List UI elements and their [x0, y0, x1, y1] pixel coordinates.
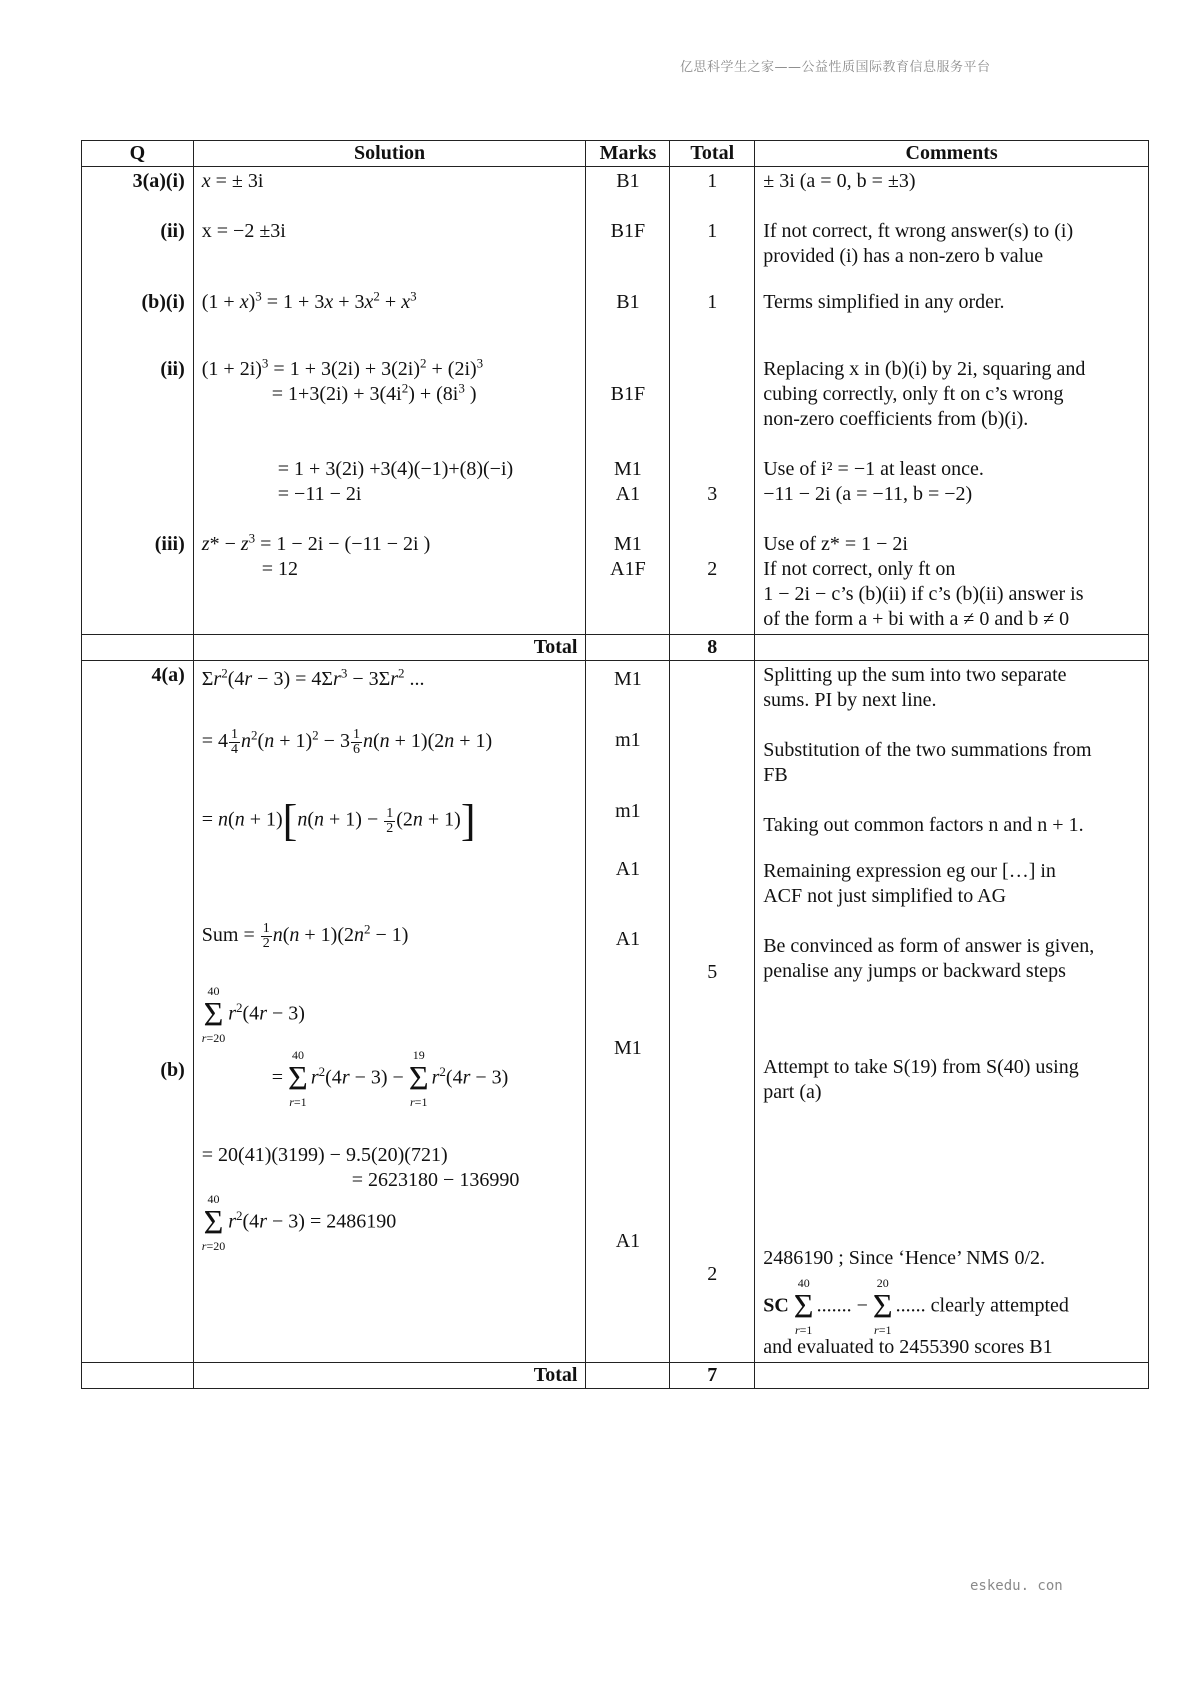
q3-bi-total: 1 — [707, 291, 718, 313]
q4b-sol-3: = 20(41)(3199) − 9.5(20)(721) — [201, 1144, 448, 1166]
q4a-comment-2: sums. PI by next line. — [763, 689, 937, 711]
q4b-comment-3: 2486190 ; Since ‘Hence’ NMS 0/2. — [763, 1247, 1046, 1269]
q4-total-label: Total — [193, 1363, 586, 1389]
sigma-sc-40: 40 Σ r=1 — [793, 1276, 814, 1337]
q3-bi-comment: Terms simplified in any order. — [763, 291, 1005, 313]
q4b-mark-1: M1 — [614, 1037, 642, 1059]
q4b-sol-5: 40 Σ r=20 $r^2(4r - 3) = 2486190$ — [201, 1192, 397, 1253]
q3-bii-comment-4: Use of i² = −1 at least once. — [763, 458, 984, 480]
q4a-comment-7: ACF not just simplified to AG — [763, 885, 1007, 907]
q3-bii-mark-1: B1F — [610, 383, 646, 405]
q3-aii-label: (ii) — [160, 220, 185, 242]
q4a-comment-3: Substitution of the two summations from — [763, 739, 1092, 761]
q4a-sol-4: Sum = $\frac{1}{2}$ $n(n + 1)(2n^2 - 1)$ — [201, 921, 409, 951]
q3-bii-sol-3: = 1 + 3(2i) +3(4)(−1)+(8)(−i) — [277, 458, 514, 480]
q3-aii-total: 1 — [707, 220, 718, 242]
header-solution: Solution — [193, 141, 586, 167]
q4b-sc-line: SC 40 Σ r=1 ....... − 20 Σ r=1 ...... clearly attempted — [763, 1276, 1069, 1337]
q4a-mark-2: m1 — [615, 729, 641, 751]
table-header-row — [82, 141, 1149, 167]
q3-bi-sol: $(1 + x)^3 = 1 + 3x + 3x^2 + x^3$ — [201, 288, 417, 313]
q4a-mark-3: m1 — [615, 800, 641, 822]
q4b-label: (b) — [160, 1059, 185, 1081]
mark-scheme-table — [81, 140, 1149, 1389]
q3-ai-sol: x = ± 3i — [201, 170, 264, 192]
q3-aii-sol: x = −2 ±3i — [201, 220, 286, 242]
q4a-mark-5: A1 — [615, 928, 641, 950]
q3-bii-total: 3 — [707, 483, 718, 505]
q3-aii-mark: B1F — [610, 220, 646, 242]
q3-biii-comment-2: If not correct, only ft on — [763, 558, 956, 580]
sc-label: SC — [763, 1294, 789, 1317]
q3-biii-total: 2 — [707, 558, 718, 580]
q4b-sol-2: = 40 Σ r=1 $r^2(4r - 3)$ − 19 Σ r=1 $r^2(4r - 3)$ — [271, 1048, 509, 1109]
q4-totals — [670, 661, 755, 1363]
q3-bii-sol-2: = $1+3(2i) + 3(4i^2) + (8i^3$ ) — [271, 380, 477, 405]
q4a-comment-1: Splitting up the sum into two separate — [763, 664, 1067, 686]
q4-solution — [193, 661, 586, 1363]
q3-marks — [586, 167, 670, 635]
q4a-total: 5 — [707, 961, 718, 983]
q4b-total: 2 — [707, 1263, 718, 1285]
q4b-result: = 2486190 — [309, 1210, 397, 1233]
header-comments: Comments — [755, 141, 1149, 167]
q3-bii-comment-5: −11 − 2i (a = −11, b = −2) — [763, 483, 973, 505]
footer-watermark-text: eskedu. con — [970, 1578, 1063, 1594]
q3-total-label: Total — [193, 635, 586, 661]
q4a-comment-4: FB — [763, 764, 788, 786]
q4-total-value: 7 — [670, 1363, 755, 1389]
q3-biii-comment-1: Use of z* = 1 − 2i — [763, 533, 908, 555]
q3-aii-comment-1: If not correct, ft wrong answer(s) to (i) — [763, 220, 1074, 242]
table-row-q4 — [82, 661, 1149, 1363]
q3-bii-label: (ii) — [160, 358, 185, 380]
q3-solution — [193, 167, 586, 635]
q4b-mark-2: A1 — [615, 1230, 641, 1252]
q3-totals — [670, 167, 755, 635]
q4a-comment-6: Remaining expression eg our […] in — [763, 860, 1056, 882]
q3-bii-mark-2: M1 — [614, 458, 642, 480]
q4-labels — [82, 661, 194, 1363]
q3-ai-total: 1 — [707, 170, 718, 192]
sigma-r20-40-result: 40 Σ r=20 — [201, 1192, 226, 1253]
table-row-q3 — [82, 167, 1149, 635]
q3-ai-mark: B1 — [616, 170, 640, 192]
q3-aii-comment-2: provided (i) has a non-zero b value — [763, 245, 1044, 267]
q4a-mark-1: M1 — [614, 668, 642, 690]
sigma-sc-20: 20 Σ r=1 — [872, 1276, 893, 1337]
q3-biii-mark-1: M1 — [614, 533, 642, 555]
header-watermark-text: 亿思科学生之家——公益性质国际教育信息服务平台 — [680, 60, 991, 75]
q4-comments — [755, 661, 1149, 1363]
header-total: Total — [670, 141, 755, 167]
q4a-mark-4: A1 — [615, 858, 641, 880]
q4a-sol-2: = 4 $\frac{1}{4}$ $n^2(n + 1)^2 - 3$ $\frac{1}{6}$ n(n + 1)(2n + 1) — [201, 727, 493, 757]
q4a-comment-5: Taking out common factors n and n + 1. — [763, 814, 1084, 836]
q3-bii-comment-1: Replacing x in (b)(i) by 2i, squaring and — [763, 358, 1086, 380]
q3-biii-mark-2: A1F — [610, 558, 646, 580]
sigma-r1-40: 40 Σ r=1 — [288, 1048, 308, 1109]
q4a-sol-3: = n(n + 1)[n(n + 1) − $\frac{1}{2}$ (2n + 1)] — [201, 796, 476, 845]
q3-biii-comment-3: 1 − 2i − c’s (b)(ii) if c’s (b)(ii) answer is — [763, 583, 1084, 605]
q4a-label: 4(a) — [151, 664, 185, 686]
q4a-comment-9: penalise any jumps or backward steps — [763, 960, 1066, 982]
q3-total-row — [82, 635, 1149, 661]
q3-bi-label: (b)(i) — [141, 291, 185, 313]
q4b-comment-2: part (a) — [763, 1081, 822, 1103]
q3-ai-label: 3(a)(i) — [132, 170, 185, 192]
sigma-r1-19: 19 Σ r=1 — [408, 1048, 429, 1109]
header-q: Q — [82, 141, 194, 167]
q4-marks — [586, 661, 670, 1363]
q3-bii-comment-2: cubing correctly, only ft on c’s wrong — [763, 383, 1064, 405]
q4b-sol-1: 40 Σ r=20 $r^2(4r - 3)$ — [201, 984, 305, 1045]
sc-text: clearly attempted — [930, 1294, 1069, 1317]
q4-total-row — [82, 1363, 1149, 1389]
q4a-comment-8: Be convinced as form of answer is given, — [763, 935, 1095, 957]
q3-ai-comment: ± 3i (a = 0, b = ±3) — [763, 170, 916, 192]
sigma-r20-40: 40 Σ r=20 — [201, 984, 226, 1045]
header-marks: Marks — [586, 141, 670, 167]
q4b-comment-4: and evaluated to 2455390 scores B1 — [763, 1336, 1053, 1358]
q3-comments — [755, 167, 1149, 635]
q3-bii-sol-4: = −11 − 2i — [277, 483, 362, 505]
q4a-sol-1: $\Sigma r^2(4r - 3) = 4\Sigma r^3 - 3\Sigma r^2$ ... — [201, 665, 425, 690]
q3-biii-comment-4: of the form a + bi with a ≠ 0 and b ≠ 0 — [763, 608, 1070, 630]
q3-biii-sol-2: = 12 — [261, 558, 299, 580]
q3-bi-mark: B1 — [616, 291, 640, 313]
q3-biii-label: (iii) — [154, 533, 185, 555]
q4b-sol-4: = 2623180 − 136990 — [351, 1169, 520, 1191]
q3-bii-comment-3: non-zero coefficients from (b)(i). — [763, 408, 1029, 430]
q3-labels — [82, 167, 194, 635]
q3-bii-sol-1: $(1 + 2i)^3 = 1 + 3(2i) + 3(2i)^2 + (2i)^3$ — [201, 355, 484, 380]
q3-total-value: 8 — [670, 635, 755, 661]
q4b-comment-1: Attempt to take S(19) from S(40) using — [763, 1056, 1079, 1078]
q3-bii-mark-3: A1 — [615, 483, 641, 505]
q3-biii-sol-1: $z* - z^3 = 1 - 2i - (-11 - 2i$ ) — [201, 530, 431, 555]
